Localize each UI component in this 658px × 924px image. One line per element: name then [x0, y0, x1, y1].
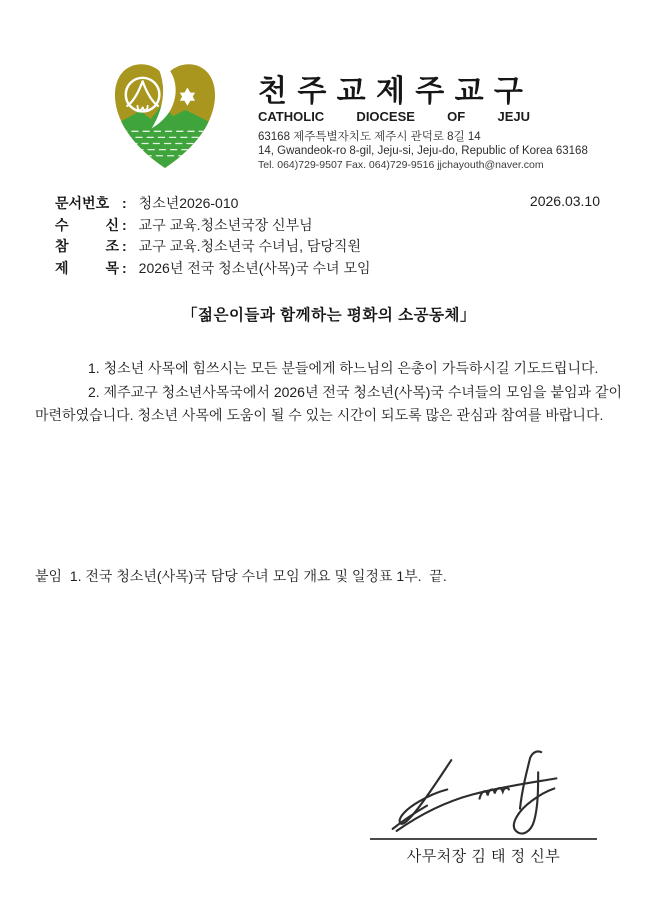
attachment-line: 붙임 1. 전국 청소년(사목)국 담당 수녀 모임 개요 및 일정표 1부. 끝. [35, 568, 447, 584]
subject-separator: : [122, 259, 127, 276]
cc-label: 참 조 [55, 238, 119, 255]
recipient-label: 수 신 [55, 216, 119, 233]
doc-number-value: 청소년2026-010 [138, 195, 239, 211]
subject-row [55, 258, 600, 280]
body-paragraph-1: 1. 청소년 사목에 힘쓰시는 모든 분들에게 하느님의 은총이 가득하시길 기도드립니다. [88, 360, 599, 376]
body-paragraph-2: 2. 제주교구 청소년사목국에서 2026년 전국 청소년(사목)국 수녀들의 모임을 붙임과 같이 마련하였습니다. 청소년 사목에 도움이 될 수 있는 시간이 되도록 많은 관심과 참여를 바랍니다. [35, 383, 626, 423]
contact-line: Tel. 064)729-9507 Fax. 064)729-9516 jjchayouth@naver.com [258, 159, 544, 171]
subject-label: 제 목 [55, 259, 119, 276]
subject-value: 2026년 전국 청소년(사목)국 수녀 모임 [138, 259, 371, 276]
recipient-row [55, 215, 600, 237]
cc-value: 교구 교육.청소년국 수녀님, 담당직원 [138, 238, 361, 255]
letterhead [258, 76, 603, 172]
letterhead-address [258, 130, 603, 172]
signer-name: 사무처장 김 태 정 신부 [406, 848, 561, 865]
document-meta [55, 193, 600, 279]
letter-body [35, 357, 626, 428]
cc-separator: : [122, 238, 127, 255]
recipient-value: 교구 교육.청소년국장 신부님 [138, 216, 313, 233]
cc-row [55, 236, 600, 258]
org-name-english: CATHOLIC DIOCESE OF JEJU [258, 109, 530, 124]
signature-line [370, 838, 597, 840]
theme-heading: 「젊은이들과 함께하는 평화의 소공동체」 [182, 307, 476, 324]
doc-number-label: 문서번호 [55, 195, 110, 211]
address-korean: 63168 제주특별자치도 제주시 관덕로 8길 14 [258, 131, 481, 143]
doc-date: 2026.03.10 [529, 193, 600, 209]
diocese-crest-icon [114, 62, 216, 170]
doc-number-row [55, 193, 600, 215]
doc-number-separator: : [122, 195, 127, 211]
signature-icon [386, 744, 564, 840]
address-english: 14, Gwandeok-ro 8-gil, Jeju-si, Jeju-do, Republic of Korea 63168 [258, 145, 588, 157]
recipient-separator: : [122, 216, 127, 233]
org-name-korean: 천 주 교 제 주 교 구 [258, 75, 524, 108]
